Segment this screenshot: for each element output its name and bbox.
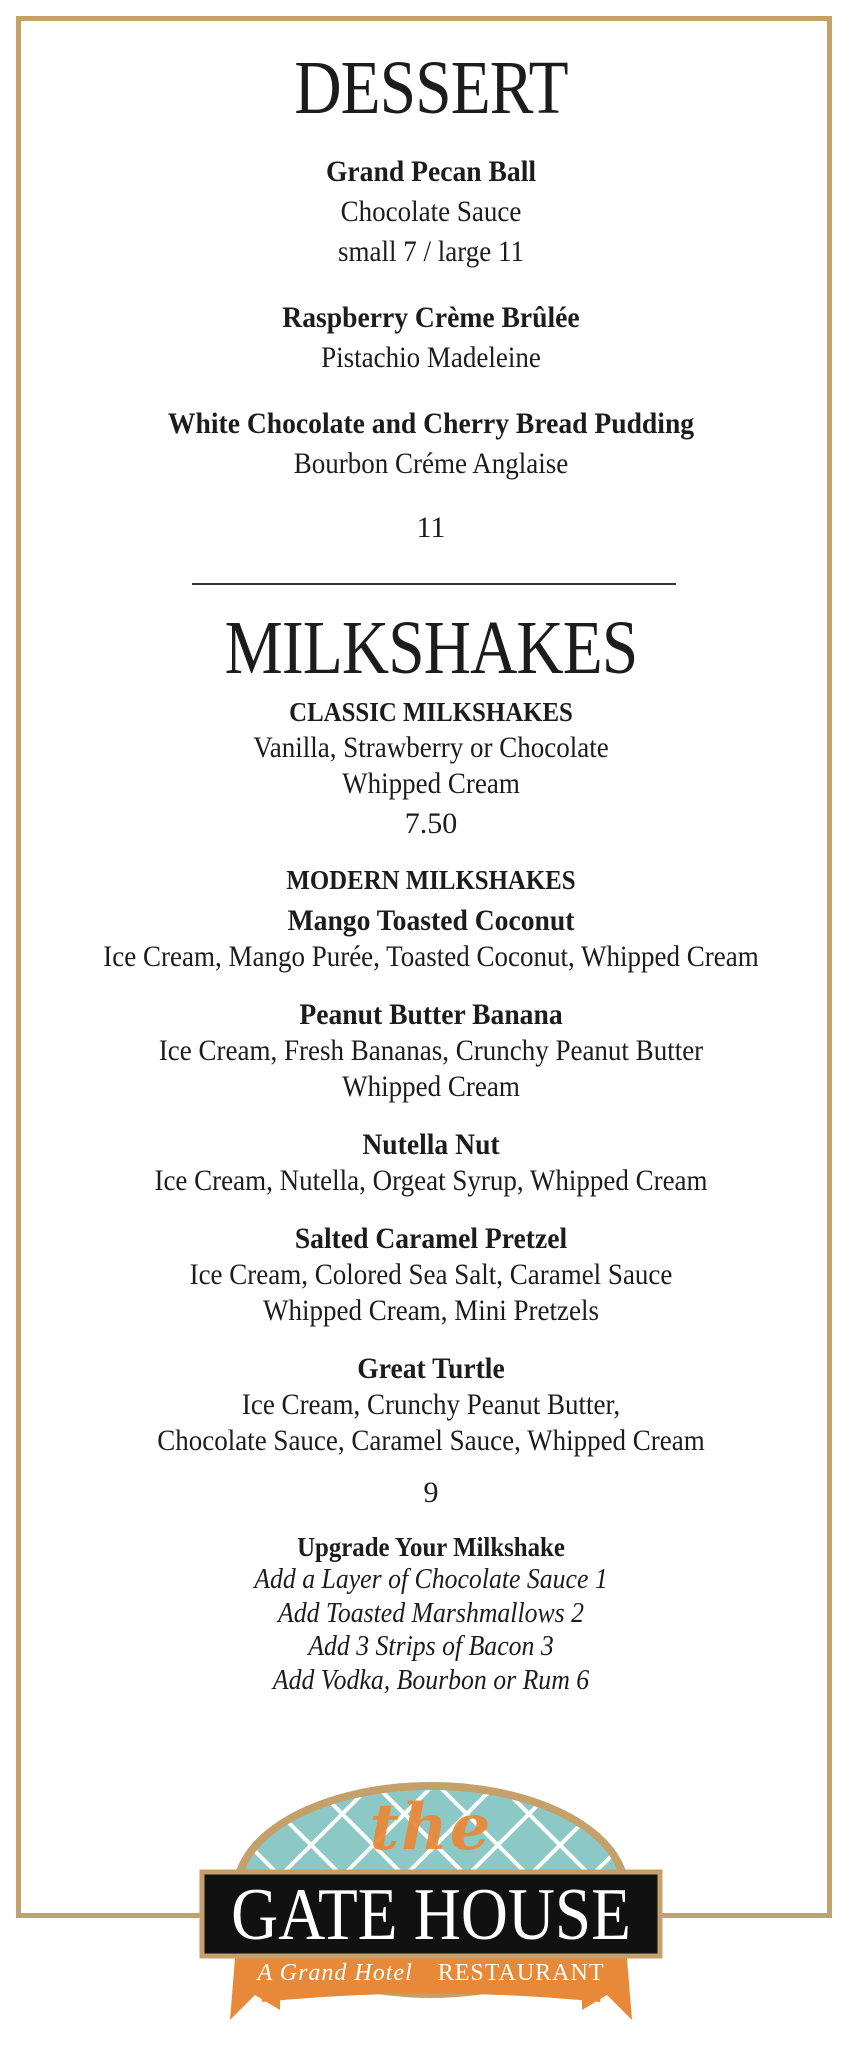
modern-heading: MODERN MILKSHAKES bbox=[286, 865, 576, 896]
dessert-item-name: White Chocolate and Cherry Bread Pudding bbox=[167, 407, 695, 440]
ribbon-text bbox=[0, 1960, 862, 1987]
modern-item-desc: Ice Cream, Fresh Bananas, Crunchy Peanut Butter bbox=[158, 1033, 704, 1067]
modern-item-desc: Ice Cream, Mango Purée, Toasted Coconut, Whipped Cream bbox=[103, 939, 759, 973]
milkshakes-heading: MILKSHAKES bbox=[224, 606, 638, 690]
modern-item-desc: Whipped Cream bbox=[342, 1069, 520, 1103]
ribbon-text-left: A Grand Hotel bbox=[257, 1960, 413, 1986]
dessert-price: 11 bbox=[416, 511, 446, 544]
gate-house-logo bbox=[0, 1780, 862, 2048]
dessert-item-name: Raspberry Crème Brûlée bbox=[282, 301, 580, 334]
section-divider bbox=[192, 583, 676, 585]
logo-script: the bbox=[369, 1790, 493, 1865]
modern-item-name: Salted Caramel Pretzel bbox=[294, 1221, 568, 1255]
modern-item-desc: Whipped Cream, Mini Pretzels bbox=[263, 1293, 599, 1327]
dessert-item-desc: Bourbon Créme Anglaise bbox=[293, 447, 569, 480]
modern-item-name: Mango Toasted Coconut bbox=[287, 903, 575, 937]
logo-name: GATE HOUSE bbox=[231, 1874, 631, 1956]
dessert-item-desc: Pistachio Madeleine bbox=[321, 341, 541, 374]
modern-item-desc: Chocolate Sauce, Caramel Sauce, Whipped Cream bbox=[157, 1423, 705, 1457]
dessert-item-desc: Chocolate Sauce bbox=[340, 195, 522, 228]
upgrade-item: Add Vodka, Bourbon or Rum 6 bbox=[272, 1664, 590, 1696]
upgrade-heading: Upgrade Your Milkshake bbox=[297, 1531, 565, 1562]
classic-price: 7.50 bbox=[404, 807, 458, 841]
dessert-item-price: small 7 / large 11 bbox=[338, 235, 524, 268]
classic-desc-1: Vanilla, Strawberry or Chocolate bbox=[253, 731, 609, 765]
modern-item-name: Nutella Nut bbox=[362, 1127, 500, 1161]
milkshakes-section bbox=[0, 606, 862, 1698]
modern-item-name: Great Turtle bbox=[357, 1351, 505, 1385]
modern-price: 9 bbox=[423, 1475, 439, 1509]
modern-item-desc: Ice Cream, Nutella, Orgeat Syrup, Whipped Cream bbox=[154, 1163, 708, 1197]
upgrade-item: Add Toasted Marshmallows 2 bbox=[277, 1597, 585, 1629]
classic-desc-2: Whipped Cream bbox=[342, 767, 520, 801]
modern-item-desc: Ice Cream, Crunchy Peanut Butter, bbox=[241, 1387, 621, 1421]
classic-heading: CLASSIC MILKSHAKES bbox=[289, 697, 573, 727]
upgrade-item: Add a Layer of Chocolate Sauce 1 bbox=[254, 1564, 608, 1596]
dessert-section bbox=[0, 46, 862, 546]
dessert-item-name: Grand Pecan Ball bbox=[325, 155, 537, 188]
upgrade-item: Add 3 Strips of Bacon 3 bbox=[308, 1631, 554, 1663]
ribbon-text-right: RESTAURANT bbox=[437, 1960, 605, 1986]
modern-item-desc: Ice Cream, Colored Sea Salt, Caramel Sauce bbox=[189, 1257, 673, 1291]
modern-item-name: Peanut Butter Banana bbox=[299, 997, 563, 1031]
dessert-heading: DESSERT bbox=[294, 46, 568, 130]
